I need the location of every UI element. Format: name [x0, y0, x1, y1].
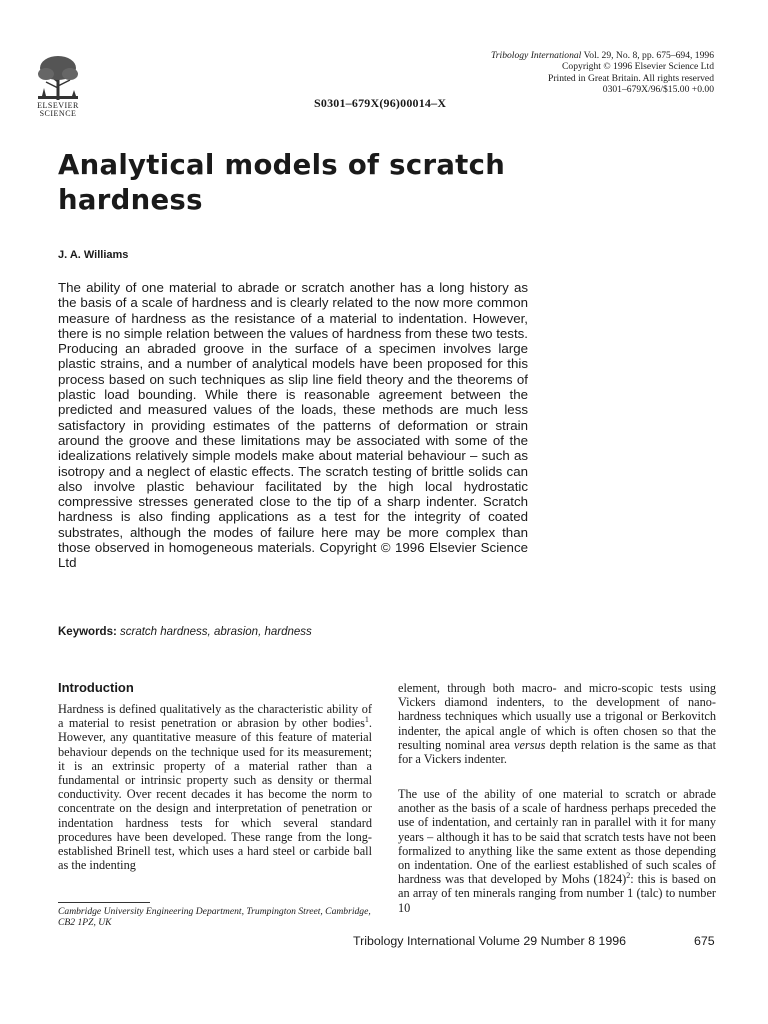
text-run: The use of the ability of one material to scratch or abrade another as the basis of a scale of hardness perhaps preceded the use of indentation, and certainly ran in parallel with it for many years – although it has to be said that scratch tests have not been formalized to anything like the same extent as those depending on indentation. One of the earliest established of such scales of hardness was that developed by Mohs (1824) [398, 787, 716, 887]
logo-text-line2: SCIENCE [39, 109, 77, 118]
publication-info [491, 50, 714, 96]
introduction-paragraph-1 [58, 702, 372, 872]
text-run: : this is based on an array of ten minerals ranging from number 1 (talc) to number 10 [398, 872, 716, 915]
keywords-label: Keywords: [58, 626, 117, 638]
text-run: element, through both macro- and micro-scopic tests using Vickers diamond indenters, to the development of nano-hardness techniques which usually use a trigonal or Berkovitch indenter, the apical angle of which is often chosen so that the resulting nominal area [398, 681, 716, 752]
journal-reference [491, 50, 714, 61]
price-line: 0301–679X/96/$15.00 +0.00 [602, 84, 714, 96]
printed-line: Printed in Great Britain. All rights reserved [548, 72, 714, 84]
reference-marker: 1 [364, 715, 369, 725]
copyright-line: Copyright © 1996 Elsevier Science Ltd [562, 61, 714, 73]
article-title: Analytical models of scratch hardness [58, 149, 506, 216]
elsevier-logo [32, 52, 84, 122]
journal-volume: Vol. 29, No. 8, pp. 675–694, 1996 [581, 50, 714, 61]
text-run: . However, any quantitative measure of this feature of material behaviour depends on the technique used for its measurement; it is an extrinsic property of a material rather than a fundamental or intrinsic property such as density or thermal conductivity. Over recent decades it has become the norm to concentrate on the design and interpretation of penetration or indentation hardness tests for which several standard procedures have been developed. These range from the long-established Brinell test, which uses a hard steel or carbide ball as the indenting [58, 716, 372, 873]
text-run: depth relation is the same as that for a Vickers indenter. [398, 737, 717, 767]
journal-name: Tribology International [491, 50, 582, 61]
introduction-paragraph-3 [398, 787, 716, 915]
logo-text-line1: ELSEVIER [37, 101, 79, 110]
author-name: J. A. Williams [58, 249, 129, 261]
text-run: Hardness is defined qualitatively as the characteristic ability of a material to resist penetration or abrasion by other bodies [58, 702, 372, 731]
keywords-list: scratch hardness, abrasion, hardness [116, 626, 312, 638]
reference-marker: 2 [626, 871, 631, 881]
running-footer: Tribology International Volume 29 Number 8 1996 [353, 934, 626, 948]
keywords [58, 626, 312, 638]
italic-text: versus [514, 737, 546, 752]
footnote-divider [58, 902, 150, 903]
page-number: 675 [694, 934, 715, 948]
section-heading-introduction: Introduction [58, 680, 134, 695]
elsevier-tree-icon [32, 52, 84, 102]
author-affiliation: Cambridge University Engineering Department, Trumpington Street, Cambridge, CB2 1PZ, UK [58, 906, 371, 928]
abstract: The ability of one material to abrade or scratch another has a long history as the basis of a scale of hardness and is clearly related to the now more common measure of hardness as the resistance of a material to indentation. However, there is no simple relation between the values of hardness from these two tests. Producing an abraded groove in the surface of a specimen involves large plastic strains, and a number of analytical models have been proposed for this process based on such techniques as slip line field theory and the theorems of plastic load bounding. While there is reasonable agreement between the predicted and measured values of the loads, these methods are much less satisfactory in providing estimates of the patterns of deformation or strain around the groove and these limitations may be associated with some of the idealizations relatively simple models make about material behaviour – such as isotropy and a neglect of elastic effects. The scratch testing of brittle solids can also involve plastic behaviour facilitated by the high local hydrostatic compressive stresses generated close to the tip of a sharp indenter. Scratch hardness is also finding applications as a test for the integrity of coated substrates, although the modes of failure here may be more complex than those observed in homogeneous materials. Copyright © 1996 Elsevier Science Ltd [58, 280, 528, 571]
introduction-paragraph-2 [398, 681, 716, 766]
doi-code: S0301–679X(96)00014–X [314, 96, 447, 110]
